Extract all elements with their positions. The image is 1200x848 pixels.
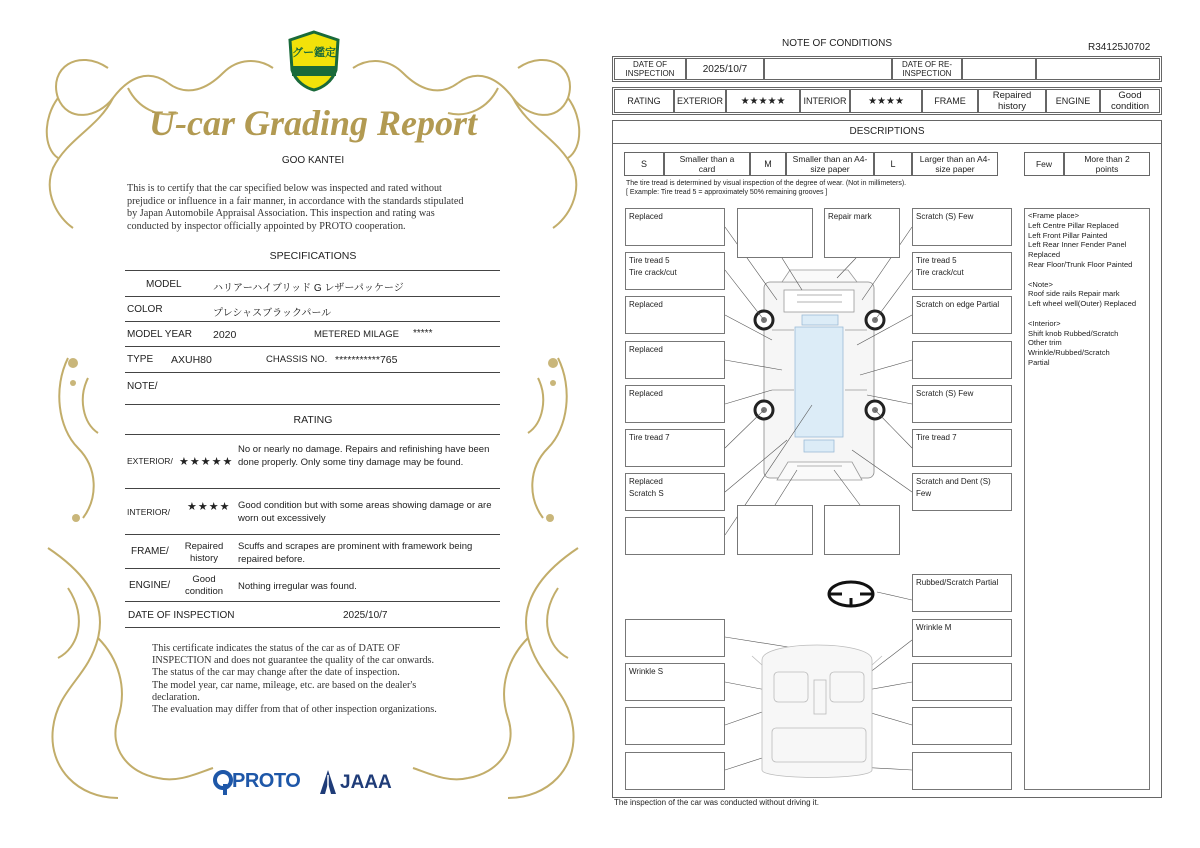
notes-line: Left wheel well(Outer) Replaced [1028, 299, 1137, 309]
notes-line: Other trim [1028, 338, 1062, 348]
report-subtitle: GOO KANTEI [281, 155, 345, 166]
notes-line: Shift knob Rubbed/Scratch [1028, 328, 1119, 338]
notes-line: <Interior> [1028, 318, 1061, 328]
engine-label-cell: ENGINE [1046, 89, 1100, 113]
notes-spacer [1028, 309, 1146, 319]
jaaa-logo-icon [319, 769, 337, 795]
exterior-label-cell: EXTERIOR [674, 89, 726, 113]
exterior-bottom-box [824, 505, 900, 555]
notes-line: <Frame place> [1028, 211, 1080, 220]
reinspection-label: DATE OF RE-INSPECTION [892, 58, 962, 80]
frame-label-cell: FRAME [922, 89, 978, 113]
exterior-left-box: Replaced [625, 341, 725, 379]
type-value: AXUH80 [171, 354, 212, 366]
notes-line: <Note> [1028, 279, 1053, 289]
exterior-left-box: Replaced [625, 296, 725, 334]
footer-line: This certificate indicates the status of the car as of DATE OF [152, 643, 401, 654]
proto-logo-icon [212, 770, 234, 796]
exterior-left-box: Replaced [625, 208, 725, 246]
exterior-right-box: Tire tread 5 Tire crack/cut [912, 252, 1012, 290]
notes-line: Left Front Pillar Painted [1028, 230, 1108, 240]
legend-m-desc: Smaller than an A4-size paper [786, 152, 874, 176]
legend-l-desc: Larger than an A4-size paper [912, 152, 998, 176]
model-value: ハリアーハイブリッド G レザーパッケージ [213, 283, 404, 294]
notes-line: Left Centre Pillar Replaced [1028, 220, 1119, 230]
rating-label: RATING [614, 89, 674, 113]
legend-l: L [874, 152, 912, 176]
exterior-right-box: Scratch on edge Partial [912, 296, 1012, 334]
notes-line: Roof side rails Repair mark [1028, 289, 1120, 299]
exterior-desc: No or nearly no damage. Repairs and refinishing have been done properly. Only some tiny damage may be found. [238, 444, 490, 468]
exterior-right-box: Scratch and Dent (S) Few [912, 473, 1012, 511]
exterior-left-box: Replaced Scratch S [625, 473, 725, 511]
interior-label: INTERIOR/ [127, 507, 170, 517]
interior-right-box [912, 707, 1012, 745]
exterior-left-box [625, 517, 725, 555]
rating-heading: RATING [293, 414, 333, 426]
engine-desc: Nothing irregular was found. [238, 581, 357, 592]
notes-line: Wrinkle/Rubbed/Scratch [1028, 348, 1110, 358]
note-of-conditions [612, 0, 1164, 848]
date-inspection-label: DATE OF INSPECTION [614, 58, 686, 80]
interior-stars: ★★★★ [187, 501, 231, 513]
intro-line: by Japan Automobile Appraisal Association. This inspection and rating was [127, 208, 435, 220]
exterior-right-box: Tire tread 7 [912, 429, 1012, 467]
model-year-label: MODEL YEAR [127, 329, 193, 340]
exterior-right-box [912, 341, 1012, 379]
footer-text [152, 643, 497, 716]
exterior-stars: ★★★★★ [179, 456, 234, 468]
proto-logo-text: PROTO [232, 770, 301, 792]
footer-line: The model year, car name, mileage, etc. are based on the dealer's [152, 679, 417, 691]
intro-line: This is to certify that the car specified below was inspected and rated without [127, 183, 442, 194]
notes-line: Partial [1028, 357, 1050, 367]
exterior-left-box: Tire tread 5 Tire crack/cut [625, 252, 725, 290]
legend-few-desc: More than 2 points [1064, 152, 1150, 176]
exterior-left-box: Tire tread 7 [625, 429, 725, 467]
chassis-label: CHASSIS NO. [266, 354, 328, 365]
tread-note-1: The tire tread is determined by visual inspection of the degree of wear. (Not in millimeters). [626, 180, 907, 187]
notes-line: Replaced [1028, 250, 1061, 260]
interior-right-box [912, 752, 1012, 790]
interior-left-box [625, 619, 725, 657]
interior-right-box: Wrinkle M [912, 619, 1012, 657]
date-inspection-value: 2025/10/7 [686, 58, 764, 80]
metered-label: METERED MILAGE [314, 329, 399, 340]
frame-desc: Scuffs and scrapes are prominent with framework being repaired before. [238, 541, 473, 565]
tread-note-2: [ Example: Tire tread 5 = approximately 50% remaining grooves ] [626, 189, 828, 196]
model-year-value: 2020 [213, 329, 237, 341]
footer-line: The status of the car may change after the date of inspection. [152, 667, 400, 679]
interior-left-box [625, 752, 725, 790]
conditions-title: NOTE OF CONDITIONS [782, 38, 892, 49]
legend-s-desc: Smaller than a card [664, 152, 750, 176]
intro-text [127, 183, 507, 233]
frame-value-cell: Repaired history [978, 89, 1046, 113]
date-value: 2025/10/7 [343, 610, 388, 621]
intro-line: conducted by inspector officially appointed by PROTO cooperation. [127, 220, 406, 232]
descriptions-heading: DESCRIPTIONS [612, 120, 1162, 144]
legend-s: S [624, 152, 664, 176]
footer-line: The evaluation may differ from that of other inspection organizations. [152, 704, 437, 716]
date-label: DATE OF INSPECTION [128, 610, 235, 621]
model-label: MODEL [146, 279, 182, 290]
report-title: U-car Grading Report [148, 103, 477, 143]
engine-value-cell: Good condition [1100, 89, 1160, 113]
grading-certificate [38, 28, 588, 818]
chassis-value: ***********765 [335, 354, 398, 366]
metered-value: ***** [413, 328, 433, 339]
interior-right-box [912, 663, 1012, 701]
interior-desc: Good condition but with some areas showing damage or are worn out excessively [238, 500, 492, 524]
legend-m: M [750, 152, 786, 176]
engine-value: Good condition [184, 574, 224, 597]
interior-left-box: Wrinkle S [625, 663, 725, 701]
note-label: NOTE/ [127, 381, 158, 392]
interior-left-box [625, 707, 725, 745]
exterior-label: EXTERIOR/ [127, 456, 173, 466]
color-value: プレシャスブラックパール [213, 308, 332, 319]
exterior-top-box: Repair mark [824, 208, 900, 258]
intro-line: prejudice or influence in a fair manner, in accordance with the standards stipulated [127, 195, 464, 207]
exterior-stars-cell: ★★★★★ [726, 89, 800, 113]
conditions-footer: The inspection of the car was conducted without driving it. [614, 798, 819, 807]
notes-line: Rear Floor/Trunk Floor Painted [1028, 259, 1133, 269]
exterior-top-box [737, 208, 813, 258]
interior-right-box: Rubbed/Scratch Partial [912, 574, 1012, 612]
legend-few: Few [1024, 152, 1064, 176]
exterior-left-box: Replaced [625, 385, 725, 423]
color-label: COLOR [127, 304, 163, 315]
frame-label: FRAME/ [131, 546, 169, 557]
goo-kantei-badge-icon [286, 30, 342, 92]
type-label: TYPE [127, 354, 154, 365]
footer-line: INSPECTION and does not guarantee the quality of the car onwards. [152, 655, 435, 667]
notes-panel [1024, 208, 1150, 790]
footer-line: declaration. [152, 691, 200, 703]
jaaa-logo-text: JAAA [340, 772, 392, 793]
interior-label-cell: INTERIOR [800, 89, 850, 113]
badge-text: グー鑑定 [292, 47, 336, 59]
notes-line: Left Rear Inner Fender Panel [1028, 240, 1127, 250]
frame-value: Repaired history [184, 541, 224, 564]
interior-stars-cell: ★★★★ [850, 89, 922, 113]
engine-label: ENGINE/ [129, 580, 171, 591]
notes-spacer [1028, 270, 1146, 280]
exterior-bottom-box [737, 505, 813, 555]
exterior-right-box: Scratch (S) Few [912, 385, 1012, 423]
report-number: R34125J0702 [1088, 42, 1151, 53]
specs-heading: SPECIFICATIONS [269, 250, 357, 262]
exterior-right-box: Scratch (S) Few [912, 208, 1012, 246]
